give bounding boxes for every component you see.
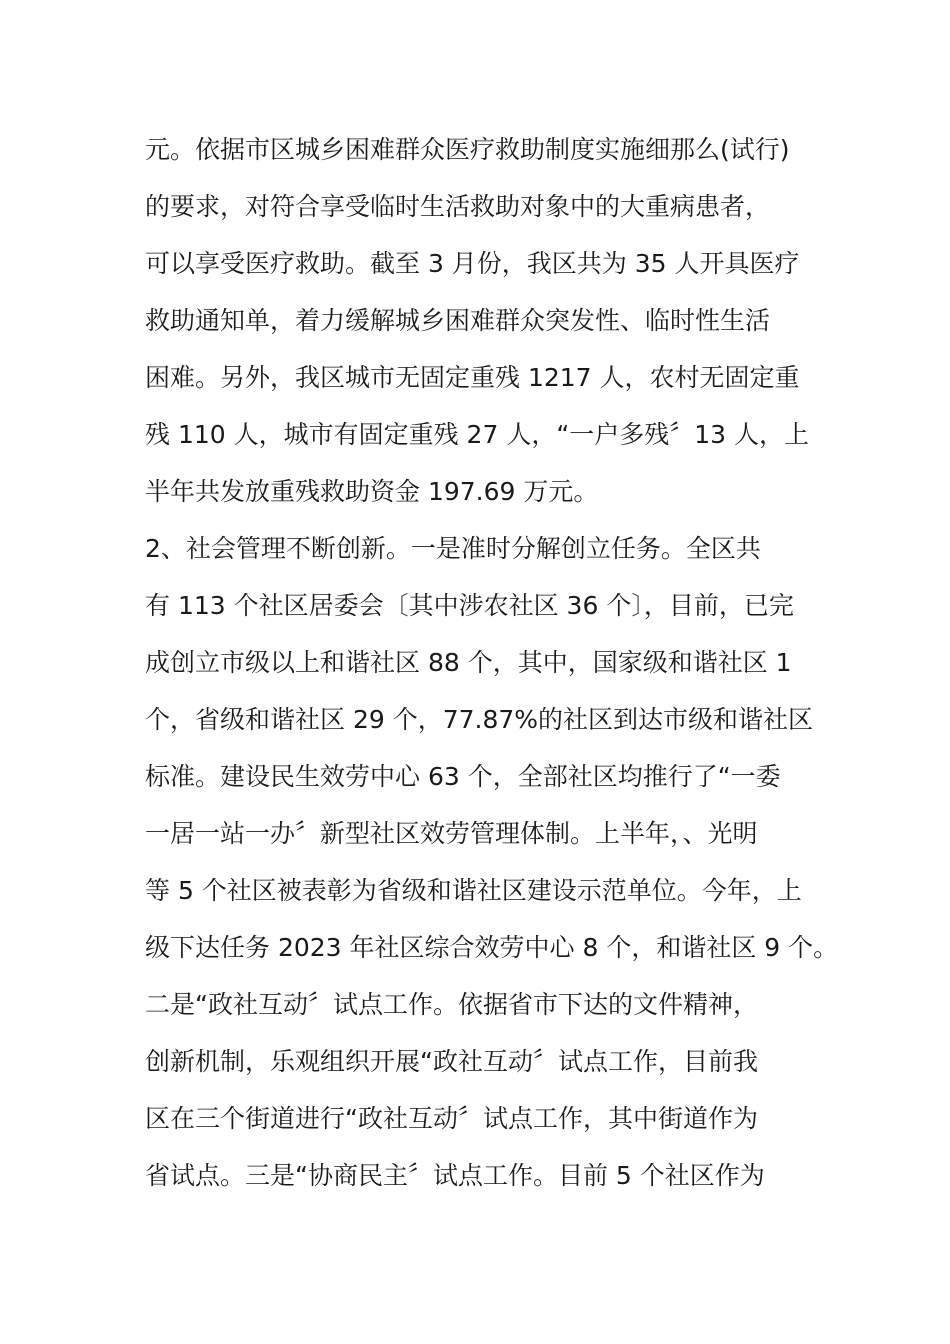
text-line: 二是“政社互动〞试点工作。依据省市下达的文件精神，: [145, 990, 758, 1019]
text-line: 有 113 个社区居委会〔其中涉农社区 36 个〕，目前，已完: [145, 591, 794, 620]
text-line: 等 5 个社区被表彰为省级和谐社区建设示范单位。今年，上: [145, 876, 802, 905]
text-line: 成创立市级以上和谐社区 88 个，其中，国家级和谐社区 1: [145, 648, 792, 677]
text-line: 区在三个街道进行“政社互动〞试点工作，其中街道作为: [145, 1104, 758, 1133]
text-line: 级下达任务 2023 年社区综合效劳中心 8 个，和谐社区 9 个。: [145, 933, 839, 962]
text-line: 可以享受医疗救助。截至 3 月份，我区共为 35 人开具医疗: [145, 249, 800, 278]
text-line: 残 110 人，城市有固定重残 27 人，“一户多残〞13 人，上: [145, 420, 810, 449]
text-line: 省试点。三是“协商民主〞试点工作。目前 5 个社区作为: [145, 1161, 765, 1190]
paragraph-start-line: 2、社会管理不断创新。一是准时分解创立任务。全区共: [145, 534, 761, 563]
text-line: 救助通知单，着力缓解城乡困难群众突发性、临时性生活: [145, 306, 771, 335]
text-line: 半年共发放重残救助资金 197.69 万元。: [145, 477, 599, 506]
text-line: 的要求，对符合享受临时生活救助对象中的大重病患者，: [145, 192, 771, 221]
text-line: 一居一站一办〞新型社区效劳管理体制。上半年，、光明: [145, 819, 758, 848]
text-line: 元。依据市区城乡困难群众医疗救助制度实施细那么(试行): [145, 135, 790, 164]
text-line: 困难。另外，我区城市无固定重残 1217 人，农村无固定重: [145, 363, 800, 392]
text-line: 个，省级和谐社区 29 个，77.87%的社区到达市级和谐社区: [145, 705, 814, 734]
text-line: 标准。建设民生效劳中心 63 个，全部社区均推行了“一委: [145, 762, 781, 791]
text-line: 创新机制，乐观组织开展“政社互动〞试点工作，目前我: [145, 1047, 758, 1076]
